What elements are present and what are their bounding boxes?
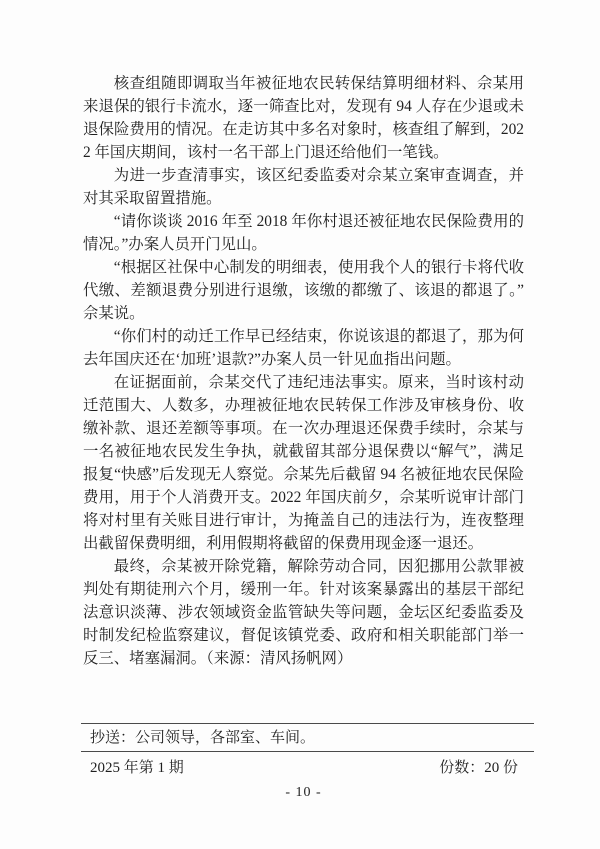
cc-line: 抄送：公司领导，各部室、车间。 xyxy=(90,730,316,746)
issue-row xyxy=(90,757,518,779)
footer-divider-top xyxy=(81,723,534,724)
paragraph: 在证据面前，佘某交代了违纪违法事实。原来，当时该村动迁范围大、人数多，办理被征地农民转保工作涉及审核身份、收缴补款、退还差额等事项。在一次办理退还保费手续时，佘某与一名被征地农民发生争执，就截留其部分退保费以“解气”，满足报复“快感”后发现无人察觉。佘某先后截留 94 名被征地农民保险费用，用于个人消费开支。2022 年国庆前夕，佘某听说审计部门将对村里有关账目进行审计，为掩盖自己的违法行为，连夜整理出截留保费明细，利用假期将截留的保费用现金逐一退还。 xyxy=(83,374,524,552)
article-body xyxy=(83,72,524,670)
copies-label: 份数：20 份 xyxy=(439,760,518,776)
paragraph: 核查组随即调取当年被征地农民转保结算明细材料、佘某用来退保的银行卡流水，逐一筛查比对，发现有 94 人存在少退或未退保险费用的情况。在走访其中多名对象时，核查组了解到，2022 年国庆期间，该村一名干部上门退还给他们一笔钱。 xyxy=(83,75,524,161)
issue-label: 2025 年第 1 期 xyxy=(90,760,184,776)
paragraph: “你们村的动迁工作早已经结束，你说该退的都退了，那为何去年国庆还在‘加班’退款?”办案人员一针见血指出问题。 xyxy=(83,328,524,368)
paragraph: “根据区社保中心制发的明细表，使用我个人的银行卡将代收代缴、差额退费分别进行退缴，该缴的都缴了、该退的都退了。”佘某说。 xyxy=(83,259,524,322)
paragraph: 为进一步查清事实，该区纪委监委对佘某立案审查调查，并对其采取留置措施。 xyxy=(83,167,524,207)
paragraph: “请你谈谈 2016 年至 2018 年你村退还被征地农民保险费用的情况。”办案人员开门见山。 xyxy=(83,213,524,253)
paragraph: 最终，佘某被开除党籍，解除劳动合同，因犯挪用公款罪被判处有期徒刑六个月，缓刑一年。针对该案暴露出的基层干部纪法意识淡薄、涉农领域资金监管缺失等问题，金坛区纪委监委及时制发纪检监察建议，督促该镇党委、政府和相关职能部门举一反三、堵塞漏洞。（来源：清风扬帆网） xyxy=(83,558,524,667)
footer-divider-bottom xyxy=(81,751,534,752)
page-number: - 10 - xyxy=(285,785,322,800)
